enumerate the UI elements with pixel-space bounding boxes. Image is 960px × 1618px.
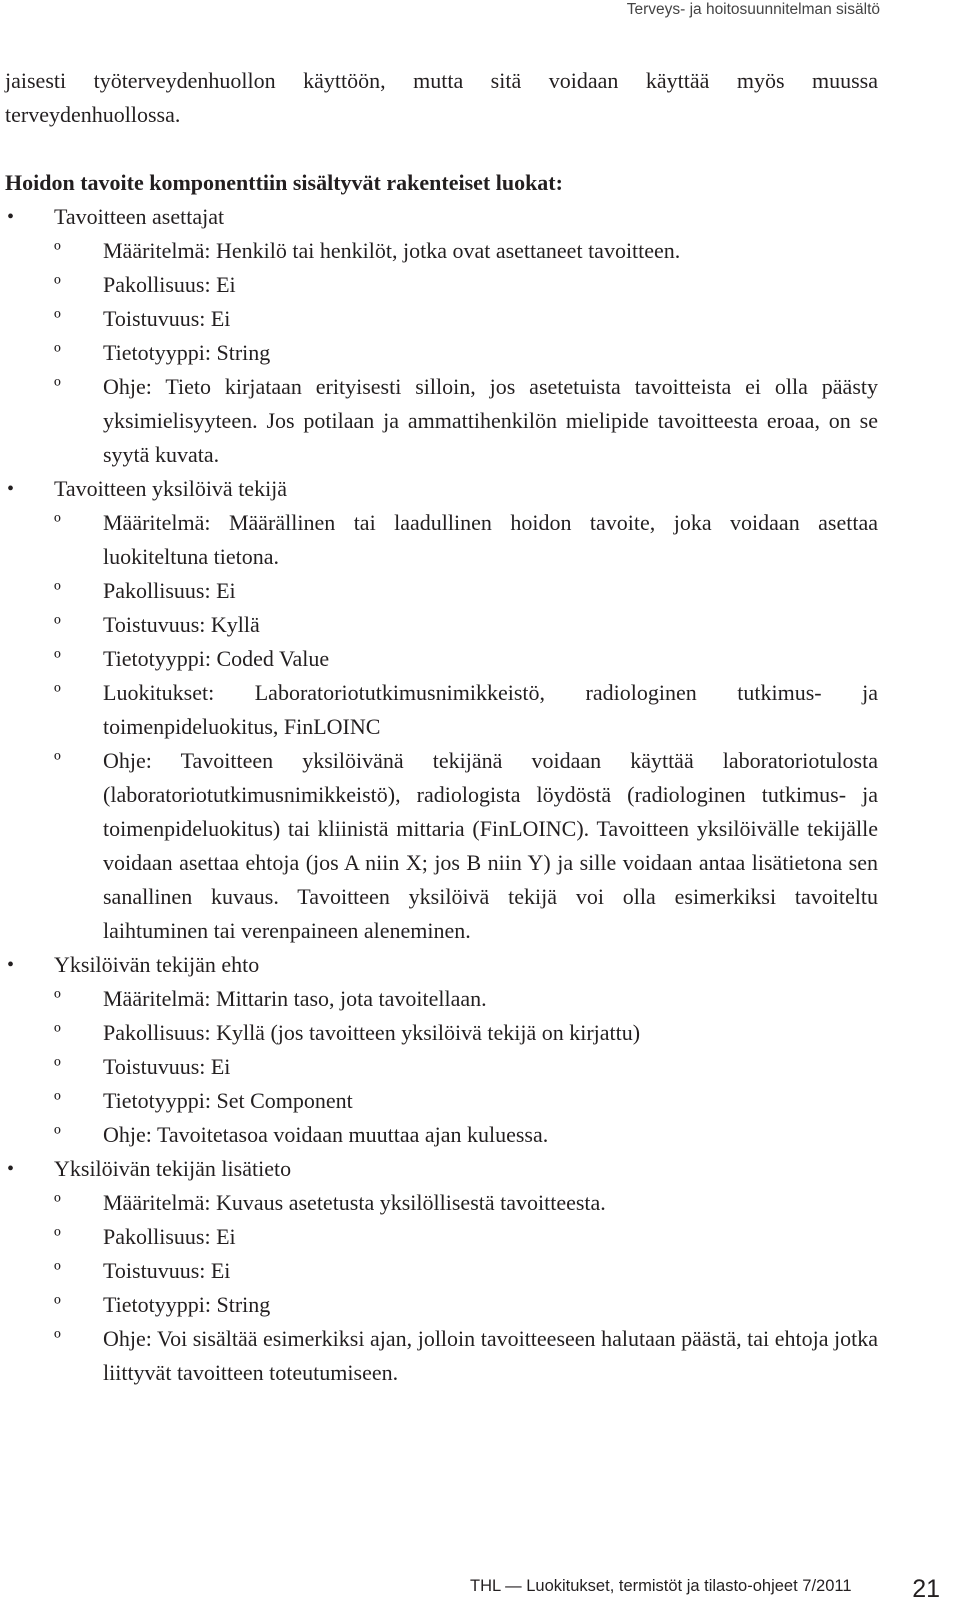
class-item-yksiloivan-tekijan-lisatieto — [5, 1152, 878, 1390]
class-title: Yksilöivän tekijän lisätieto — [54, 1156, 292, 1181]
class-title: Tavoitteen yksilöivä tekijä — [54, 476, 288, 501]
class-title: Tavoitteen asettajat — [54, 204, 225, 229]
property-datatype: º Tietotyyppi: Coded Value — [54, 642, 878, 676]
property-mandatory: º Pakollisuus: Ei — [54, 1220, 878, 1254]
property-mandatory: º Pakollisuus: Ei — [54, 574, 878, 608]
section-heading: Hoidon tavoite komponenttiin sisältyvät rakenteiset luokat: — [5, 170, 563, 195]
running-header: Terveys- ja hoitosuunnitelman sisältö — [626, 1, 880, 18]
class-item-tavoitteen-yksiloiva-tekija — [5, 472, 878, 948]
property-mandatory: º Pakollisuus: Kyllä (jos tavoitteen yksilöivä tekijä on kirjattu) — [54, 1016, 878, 1050]
property-datatype: º Tietotyyppi: Set Component — [54, 1084, 878, 1118]
property-repeatability: º Toistuvuus: Kyllä — [54, 608, 878, 642]
property-instruction: º Ohje: Tavoitteen yksilöivänä tekijänä voidaan käyttää laboratoriotulosta (laboratoriotutkimusnimikkeistö), radiologista löydöstä (radiologinen tutkimus- ja toimenpideluokitus) tai kliinistä mittaria (FinLOINC). Tavoitteen yksilöivälle tekijälle voidaan asettaa ehtoja (jos A niin X; jos B niin Y) ja sille voidaan antaa lisätietona sen sanallinen kuvaus. Tavoitteen yksilöivä tekijä voi olla esimerkiksi tavoiteltu laihtuminen tai verenpaineen aleneminen. — [54, 744, 878, 948]
property-repeatability: º Toistuvuus: Ei — [54, 302, 878, 336]
property-datatype: º Tietotyyppi: String — [54, 1288, 878, 1322]
page-number: 21 — [912, 1575, 940, 1603]
property-definition: º Määritelmä: Kuvaus asetetusta yksilöllisestä tavoitteesta. — [54, 1186, 878, 1220]
property-repeatability: º Toistuvuus: Ei — [54, 1254, 878, 1288]
property-list — [54, 506, 878, 948]
property-definition: º Määritelmä: Määrällinen tai laadullinen hoidon tavoite, joka voidaan asettaa luokiteltuna tietona. — [54, 506, 878, 574]
property-repeatability: º Toistuvuus: Ei — [54, 1050, 878, 1084]
property-mandatory: º Pakollisuus: Ei — [54, 268, 878, 302]
property-instruction: º Ohje: Voi sisältää esimerkiksi ajan, jolloin tavoitteeseen halutaan päästä, tai ehtoja jotka liittyvät tavoitteen toteutumiseen. — [54, 1322, 878, 1390]
property-instruction: º Ohje: Tieto kirjataan erityisesti silloin, jos asetetuista tavoitteista ei olla päästy yksimielisyyteen. Jos potilaan ja ammattihenkilön mielipide tavoitteesta eroaa, on se syytä kuvata. — [54, 370, 878, 472]
property-classifications: º Luokitukset: Laboratoriotutkimusnimikkeistö, radiologinen tutkimus- ja toimenpideluokitus, FinLOINC — [54, 676, 878, 744]
property-instruction: º Ohje: Tavoitetasoa voidaan muuttaa ajan kuluessa. — [54, 1118, 878, 1152]
class-item-yksiloivan-tekijan-ehto — [5, 948, 878, 1152]
property-definition: º Määritelmä: Mittarin taso, jota tavoitellaan. — [54, 982, 878, 1016]
property-list — [54, 234, 878, 472]
class-list — [5, 200, 878, 1390]
property-definition: º Määritelmä: Henkilö tai henkilöt, jotka ovat asettaneet tavoitteen. — [54, 234, 878, 268]
property-list — [54, 1186, 878, 1390]
property-list — [54, 982, 878, 1152]
property-datatype: º Tietotyyppi: String — [54, 336, 878, 370]
footer-publication: THL — Luokitukset, termistöt ja tilasto-ohjeet 7/2011 — [470, 1577, 852, 1595]
intro-paragraph: jaisesti työterveydenhuollon käyttöön, mutta sitä voidaan käyttää myös muussa terveydenhuollossa. — [5, 68, 878, 127]
class-item-tavoitteen-asettajat — [5, 200, 878, 472]
page-content — [5, 64, 878, 1390]
class-title: Yksilöivän tekijän ehto — [54, 952, 260, 977]
